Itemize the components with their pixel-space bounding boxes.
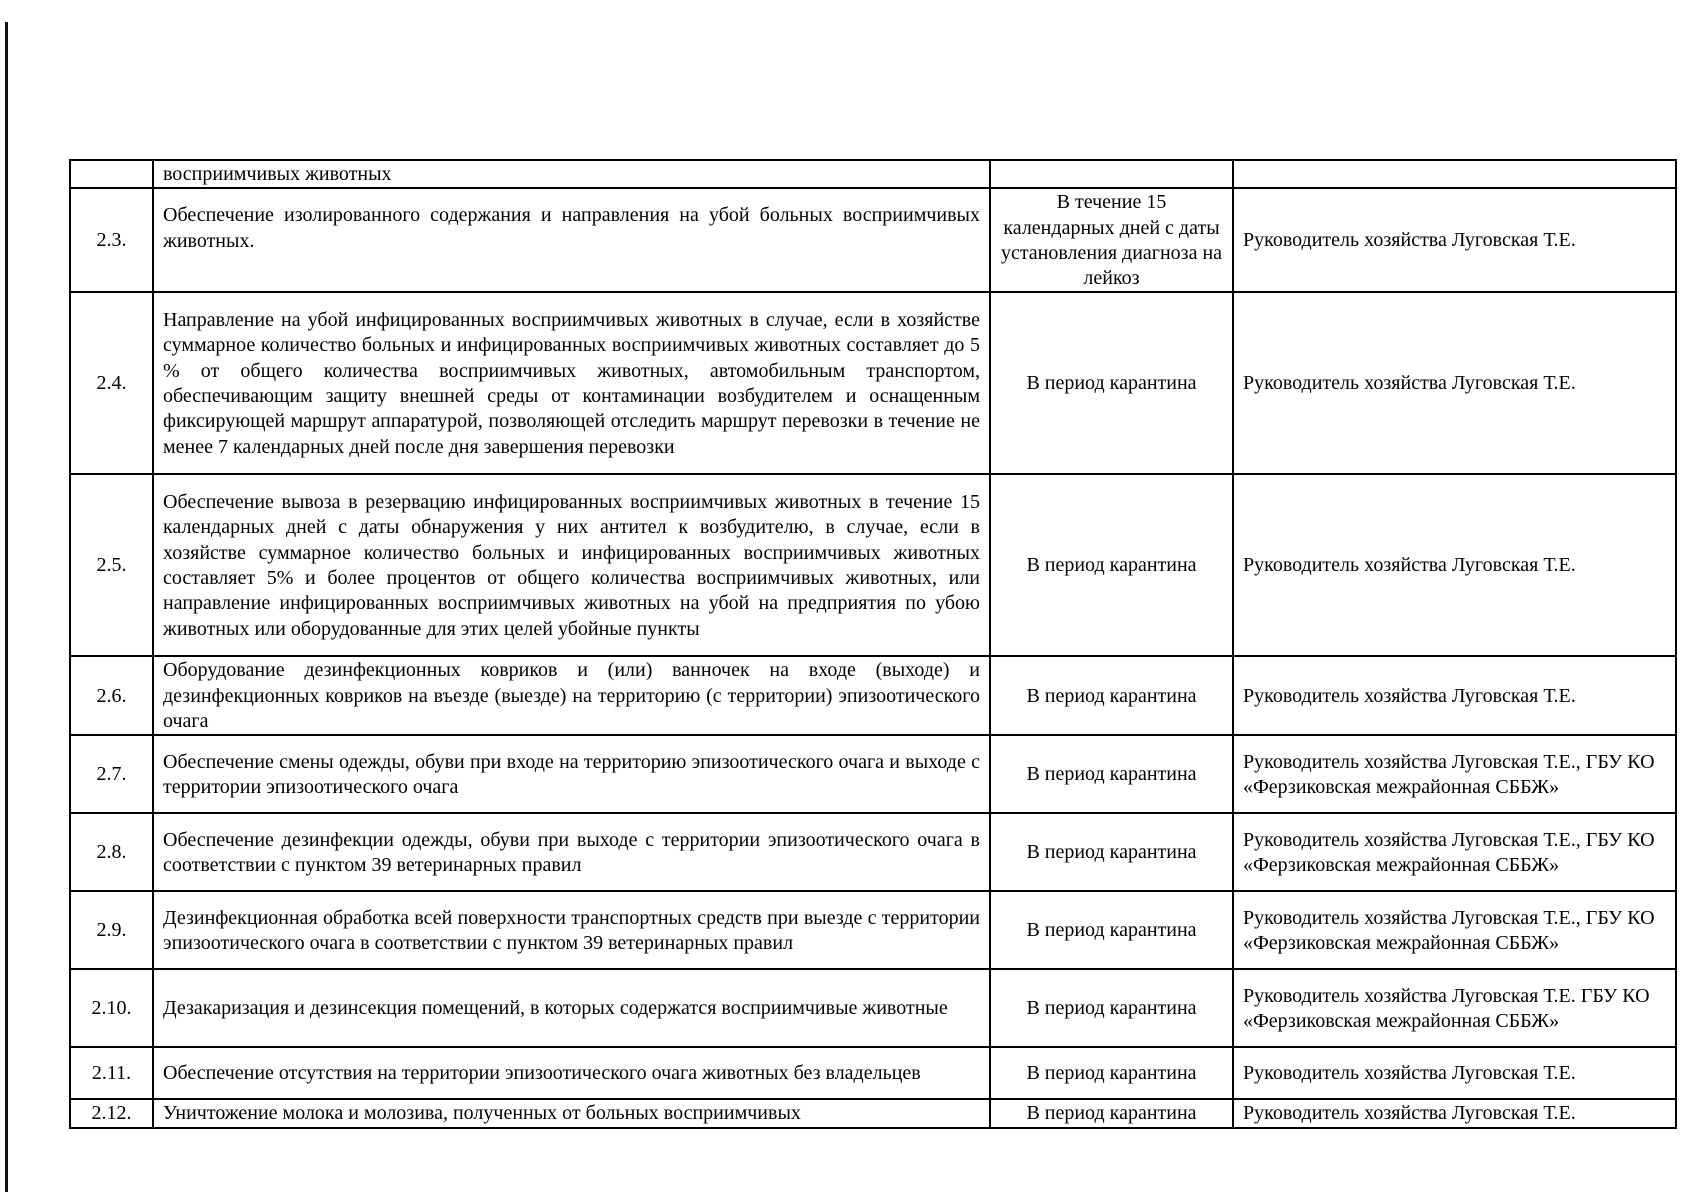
term-cell: В период карантина (990, 735, 1233, 813)
row-number: 2.11. (70, 1047, 153, 1099)
table-row (70, 969, 1676, 1047)
term-cell: В период карантина (990, 1099, 1233, 1127)
table-row (70, 160, 1676, 188)
responsible-cell: Руководитель хозяйства Луговская Т.Е. (1233, 188, 1676, 292)
table-row (70, 188, 1676, 292)
responsible-cell: Руководитель хозяйства Луговская Т.Е. (1233, 292, 1676, 474)
table-row (70, 735, 1676, 813)
activity-cell: Обеспечение смены одежды, обуви при входе на территорию эпизоотического очага и выходе с территории эпизоотического очага (153, 735, 990, 813)
left-margin-line (5, 22, 8, 1192)
responsible-cell: Руководитель хозяйства Луговская Т.Е. (1233, 474, 1676, 656)
table-row (70, 813, 1676, 891)
row-number: 2.12. (70, 1099, 153, 1127)
measures-table (69, 159, 1677, 1129)
responsible-cell: Руководитель хозяйства Луговская Т.Е. (1233, 1099, 1676, 1127)
responsible-cell: Руководитель хозяйства Луговская Т.Е., ГБУ КО «Ферзиковская межрайонная СББЖ» (1233, 735, 1676, 813)
activity-cell: Обеспечение отсутствия на территории эпизоотического очага животных без владельцев (153, 1047, 990, 1099)
row-number: 2.7. (70, 735, 153, 813)
term-cell: В период карантина (990, 969, 1233, 1047)
row-number: 2.3. (70, 188, 153, 292)
table-row (70, 292, 1676, 474)
activity-cell: Обеспечение вывоза в резервацию инфицированных восприимчивых животных в течение 15 календарных дней с даты обнаружения у них антител к возбудителю, в случае, если в хозяйстве суммарное количество больных и инфицированных восприимчивых животных составляет 5% и более процентов от общего количества восприимчивых животных, или направление инфицированных восприимчивых животных на убой на предприятия по убою животных или оборудованные для этих целей убойные пункты (153, 474, 990, 656)
table-row (70, 891, 1676, 969)
responsible-cell (1233, 160, 1676, 188)
term-cell: В период карантина (990, 656, 1233, 735)
term-cell: В течение 15 календарных дней с даты установления диагноза на лейкоз (990, 188, 1233, 292)
activity-cell: Обеспечение изолированного содержания и направления на убой больных восприимчивых животных. (153, 188, 990, 292)
row-number: 2.6. (70, 656, 153, 735)
row-number: 2.9. (70, 891, 153, 969)
row-number: 2.10. (70, 969, 153, 1047)
activity-cell: Оборудование дезинфекционных ковриков и (или) ванночек на входе (выходе) и дезинфекционных ковриков на въезде (выезде) на территорию (с территории) эпизоотического очага (153, 656, 990, 735)
table-row (70, 1047, 1676, 1099)
table-row (70, 656, 1676, 735)
responsible-cell: Руководитель хозяйства Луговская Т.Е. ГБУ КО «Ферзиковская межрайонная СББЖ» (1233, 969, 1676, 1047)
row-number (70, 160, 153, 188)
row-number: 2.8. (70, 813, 153, 891)
responsible-cell: Руководитель хозяйства Луговская Т.Е., ГБУ КО «Ферзиковская межрайонная СББЖ» (1233, 891, 1676, 969)
term-cell: В период карантина (990, 474, 1233, 656)
term-cell: В период карантина (990, 1047, 1233, 1099)
responsible-cell: Руководитель хозяйства Луговская Т.Е., ГБУ КО «Ферзиковская межрайонная СББЖ» (1233, 813, 1676, 891)
row-number: 2.4. (70, 292, 153, 474)
table-row (70, 474, 1676, 656)
term-cell: В период карантина (990, 813, 1233, 891)
responsible-cell: Руководитель хозяйства Луговская Т.Е. (1233, 1047, 1676, 1099)
activity-cell: Дезакаризация и дезинсекция помещений, в которых содержатся восприимчивые животные (153, 969, 990, 1047)
activity-cell: восприимчивых животных (153, 160, 990, 188)
term-cell: В период карантина (990, 292, 1233, 474)
term-cell: В период карантина (990, 891, 1233, 969)
table-row (70, 1099, 1676, 1127)
activity-cell: Обеспечение дезинфекции одежды, обуви при выходе с территории эпизоотического очага в соответствии с пунктом 39 ветеринарных правил (153, 813, 990, 891)
activity-cell: Уничтожение молока и молозива, полученных от больных восприимчивых (153, 1099, 990, 1127)
term-cell (990, 160, 1233, 188)
row-number: 2.5. (70, 474, 153, 656)
activity-cell: Дезинфекционная обработка всей поверхности транспортных средств при выезде с территории эпизоотического очага в соответствии с пунктом 39 ветеринарных правил (153, 891, 990, 969)
activity-cell: Направление на убой инфицированных восприимчивых животных в случае, если в хозяйстве суммарное количество больных и инфицированных восприимчивых животных составляет до 5 % от общего количества восприимчивых животных, автомобильным транспортом, обеспечивающим защиту внешней среды от контаминации возбудителем и оснащенным фиксирующей маршрут аппаратурой, позволяющей отследить маршрут перевозки в течение не менее 7 календарных дней после дня завершения перевозки (153, 292, 990, 474)
responsible-cell: Руководитель хозяйства Луговская Т.Е. (1233, 656, 1676, 735)
